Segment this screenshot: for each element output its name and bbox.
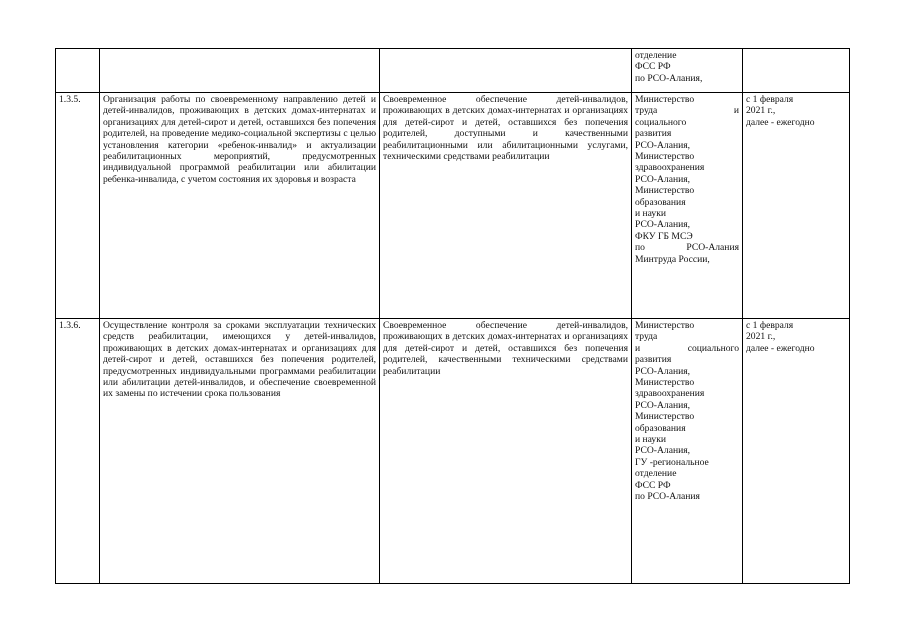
executor-line: РСО-Алания, xyxy=(635,173,691,185)
term-line: с 1 февраля xyxy=(746,320,794,331)
result-cell: Своевременное обеспечение детей-инвалидов, проживающих в детских домах-интернатах и организациях для детей-сирот и детей, оставшихся без попечения родителей, качественными техническими средствами реабилитации xyxy=(380,319,632,584)
term-cell xyxy=(743,93,850,319)
executor-line: и социального xyxy=(635,342,739,354)
executor-line: образования xyxy=(635,422,686,434)
term-line: 2021 г., xyxy=(746,105,776,117)
executor-line: по РСО-Алания, xyxy=(635,72,703,84)
executor-line: труда xyxy=(635,331,658,343)
executor-line: Министерство xyxy=(635,411,695,423)
executor-line: ФКУ ГБ МСЭ xyxy=(635,230,693,242)
activity-cell: Осуществление контроля за сроками эксплуатации технических средств реабилитации, имеющихся у детей-инвалидов, проживающих в детских домах-интернатах и организациях для детей-сирот и детей, оставшихся без попечения родителей, предусмотренных индивидуальными программами реабилитации или абилитации детей-инвалидов, и обеспечение своевременной их замены по истечении срока пользования xyxy=(100,319,380,584)
executor-line: ФСС РФ xyxy=(635,61,671,73)
executor-line: Минтруда России, xyxy=(635,253,710,265)
document-table xyxy=(55,48,850,584)
term-line: далее - ежегодно xyxy=(746,342,815,354)
executor-line: Министерство xyxy=(635,151,695,163)
row-number-cell: 1.3.6. xyxy=(56,319,100,584)
executor-line: отделение xyxy=(635,468,677,480)
term-line: далее - ежегодно xyxy=(746,116,815,128)
table-row xyxy=(56,319,850,584)
result-cell: Своевременное обеспечение детей-инвалидов, проживающих в детских домах-интернатах и организациях для детей-сирот и детей, оставшихся без попечения родителей, доступными и качественными реабилитационными или абилитационными услугами, техническими средствами реабилитации xyxy=(380,93,632,319)
executor-line: Министерство xyxy=(635,377,695,389)
executors-cell xyxy=(632,93,743,319)
row-number-cell: 1.3.5. xyxy=(56,93,100,319)
executor-line: здравоохранения xyxy=(635,388,705,400)
executor-line: здравоохранения xyxy=(635,162,705,174)
executor-line: развития xyxy=(635,354,672,366)
executor-line: по РСО-Алания xyxy=(635,242,739,254)
activity-cell: Организация работы по своевременному направлению детей и детей-инвалидов, проживающих в детских домах-интернатах и организациях для детей-сирот и детей, оставшихся без попечения родителей, на проведение медико-социальной экспертизы с целью установления категории «ребенок-инвалид» и актуализации реабилитационных мероприятий, предусмотренных индивидуальной программой реабилитации или абилитации ребенка-инвалида, с учетом состояния их здоровья и возраста xyxy=(100,93,380,319)
executor-line: Министерство xyxy=(635,320,695,331)
executor-line: РСО-Алания, xyxy=(635,219,691,231)
executor-line: отделение xyxy=(635,50,677,61)
executors-cell xyxy=(632,319,743,584)
executor-line: образования xyxy=(635,196,686,208)
executor-line: РСО-Алания, xyxy=(635,139,691,151)
activity-cell xyxy=(100,49,380,93)
executor-line: РСО-Алания, xyxy=(635,399,691,411)
row-number-cell xyxy=(56,49,100,93)
executor-line: социального xyxy=(635,116,687,128)
table-row xyxy=(56,49,850,93)
executor-line: Министерство xyxy=(635,185,695,197)
executor-line: труда и xyxy=(635,105,739,117)
executor-line: и науки xyxy=(635,208,667,220)
term-line: с 1 февраля xyxy=(746,94,794,105)
executor-line: развития xyxy=(635,128,672,140)
executor-line: РСО-Алания, xyxy=(635,365,691,377)
executor-line: Министерство xyxy=(635,94,695,105)
result-cell xyxy=(380,49,632,93)
executor-line: РСО-Алания, xyxy=(635,445,691,457)
executor-line: ФСС РФ xyxy=(635,479,671,491)
executor-line: по РСО-Алания xyxy=(635,491,700,503)
term-cell xyxy=(743,319,850,584)
term-cell xyxy=(743,49,850,93)
term-line: 2021 г., xyxy=(746,331,776,343)
executors-cell xyxy=(632,49,743,93)
executor-line: ГУ -региональное xyxy=(635,456,709,468)
table-row xyxy=(56,93,850,319)
executor-line: и науки xyxy=(635,434,667,446)
